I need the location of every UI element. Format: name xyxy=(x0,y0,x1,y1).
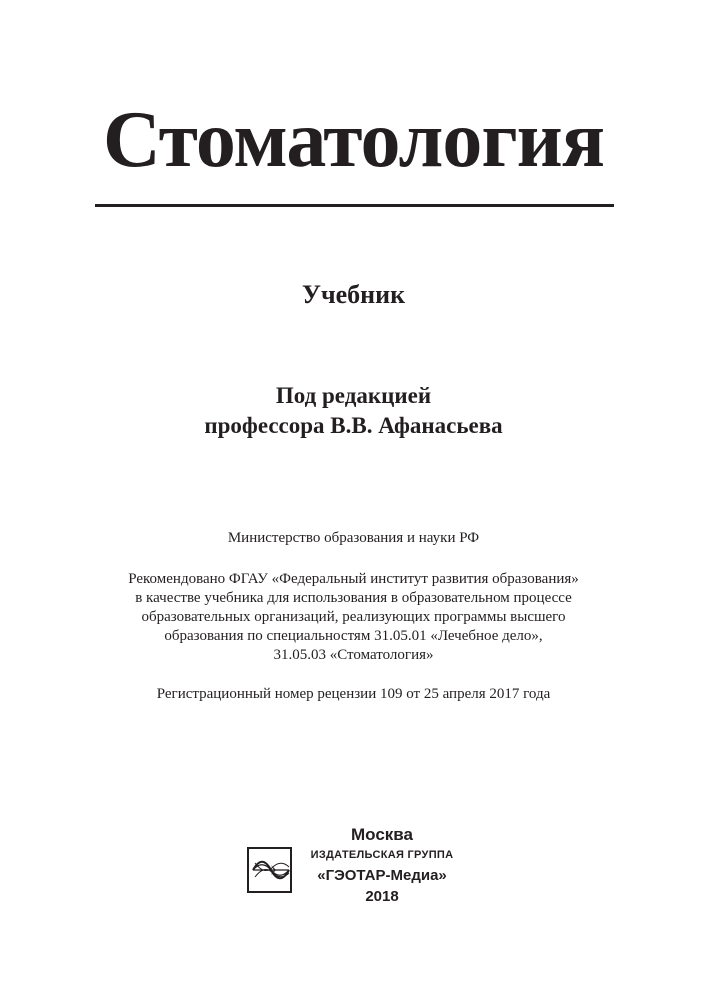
editor-line-2: профессора В.В. Афанасьева xyxy=(204,413,503,438)
registration-line: Регистрационный номер рецензии 109 от 25 апреля 2017 года xyxy=(156,686,551,702)
publisher-city: Москва xyxy=(351,825,413,844)
geotar-logo-icon xyxy=(247,847,292,893)
book-subtitle: Учебник xyxy=(301,280,406,309)
book-title: Стоматология xyxy=(102,96,605,184)
publisher-name: «ГЭОТАР-Медиа» xyxy=(317,867,447,884)
publisher-text xyxy=(287,824,477,907)
title-rule xyxy=(95,204,614,207)
recommendation-line: образования по специальностям 31.05.01 «Лечебное дело», xyxy=(164,628,543,644)
recommendation-line: Рекомендовано ФГАУ «Федеральный институт развития образования» xyxy=(128,571,579,587)
editor-block xyxy=(0,381,707,441)
publisher-group: ИЗДАТЕЛЬСКАЯ ГРУППА xyxy=(310,849,454,861)
editor-line-1: Под редакцией xyxy=(275,383,432,408)
recommendation-line: образовательных организаций, реализующих программы высшего xyxy=(141,609,566,625)
publisher-year: 2018 xyxy=(365,888,399,905)
ministry-line: Министерство образования и науки РФ xyxy=(227,530,480,546)
recommendation-block xyxy=(0,570,707,665)
recommendation-line: в качестве учебника для использования в образовательном процессе xyxy=(135,590,572,606)
recommendation-line: 31.05.03 «Стоматология» xyxy=(273,647,434,663)
publisher-block xyxy=(247,824,477,914)
